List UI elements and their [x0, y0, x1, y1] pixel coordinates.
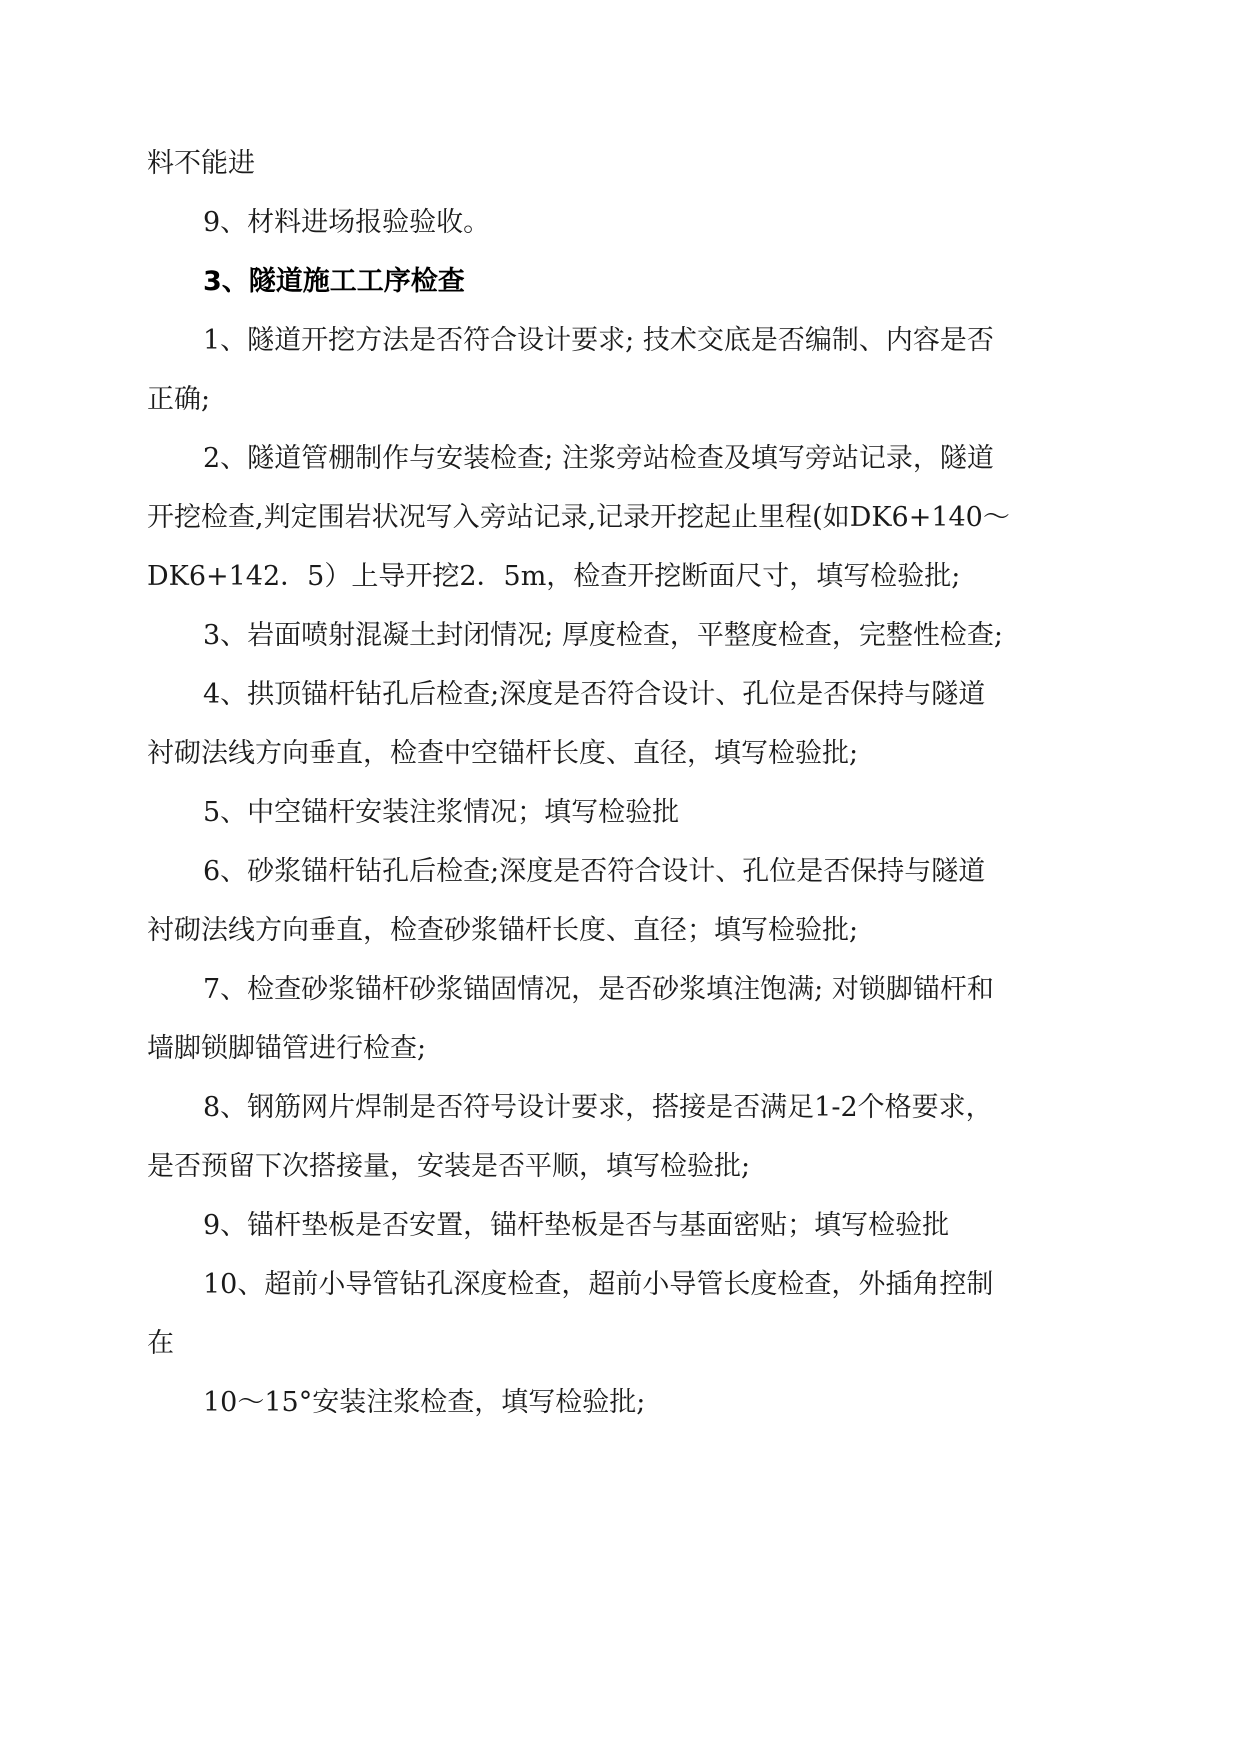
- text-line: 在: [147, 1328, 174, 1359]
- text-line: 3、岩面喷射混凝土封闭情况; 厚度检查，平整度检查，完整性检查;: [203, 620, 1003, 651]
- section-heading: 3、隧道施工工序检查: [203, 266, 465, 297]
- text-line: 是否预留下次搭接量，安装是否平顺，填写检验批;: [147, 1151, 751, 1182]
- text-line: DK6+142．5）上导开挖2．5m，检查开挖断面尺寸，填写检验批;: [147, 561, 961, 592]
- text-line: 料不能进: [147, 148, 255, 179]
- text-line: 8、钢筋网片焊制是否符号设计要求，搭接是否满足1-2个格要求，: [203, 1092, 993, 1123]
- text-line: 10、超前小导管钻孔深度检查，超前小导管长度检查，外插角控制: [203, 1269, 994, 1300]
- text-line: 1、隧道开挖方法是否符合设计要求; 技术交底是否编制、内容是否: [203, 325, 994, 356]
- text-line: 5、中空锚杆安装注浆情况；填写检验批: [203, 797, 680, 828]
- text-line: 衬砌法线方向垂直，检查砂浆锚杆长度、直径；填写检验批;: [147, 915, 859, 946]
- text-line: 墙脚锁脚锚管进行检查;: [147, 1033, 427, 1064]
- text-line: 7、检查砂浆锚杆砂浆锚固情况，是否砂浆填注饱满; 对锁脚锚杆和: [203, 974, 994, 1005]
- text-line: 4、拱顶锚杆钻孔后检查;深度是否符合设计、孔位是否保持与隧道: [203, 679, 986, 710]
- text-line: 衬砌法线方向垂直，检查中空锚杆长度、直径，填写检验批;: [147, 738, 859, 769]
- text-line: 正确;: [147, 384, 211, 415]
- text-line: 2、隧道管棚制作与安装检查; 注浆旁站检查及填写旁站记录，隧道: [203, 443, 994, 474]
- text-line: 9、材料进场报验验收。: [203, 207, 491, 238]
- text-line: 10～15°安装注浆检查，填写检验批;: [203, 1387, 646, 1418]
- text-line: 6、砂浆锚杆钻孔后检查;深度是否符合设计、孔位是否保持与隧道: [203, 856, 986, 887]
- text-line: 开挖检查,判定围岩状况写入旁站记录,记录开挖起止里程(如DK6+140～: [147, 502, 1010, 533]
- text-line: 9、锚杆垫板是否安置，锚杆垫板是否与基面密贴；填写检验批: [203, 1210, 950, 1241]
